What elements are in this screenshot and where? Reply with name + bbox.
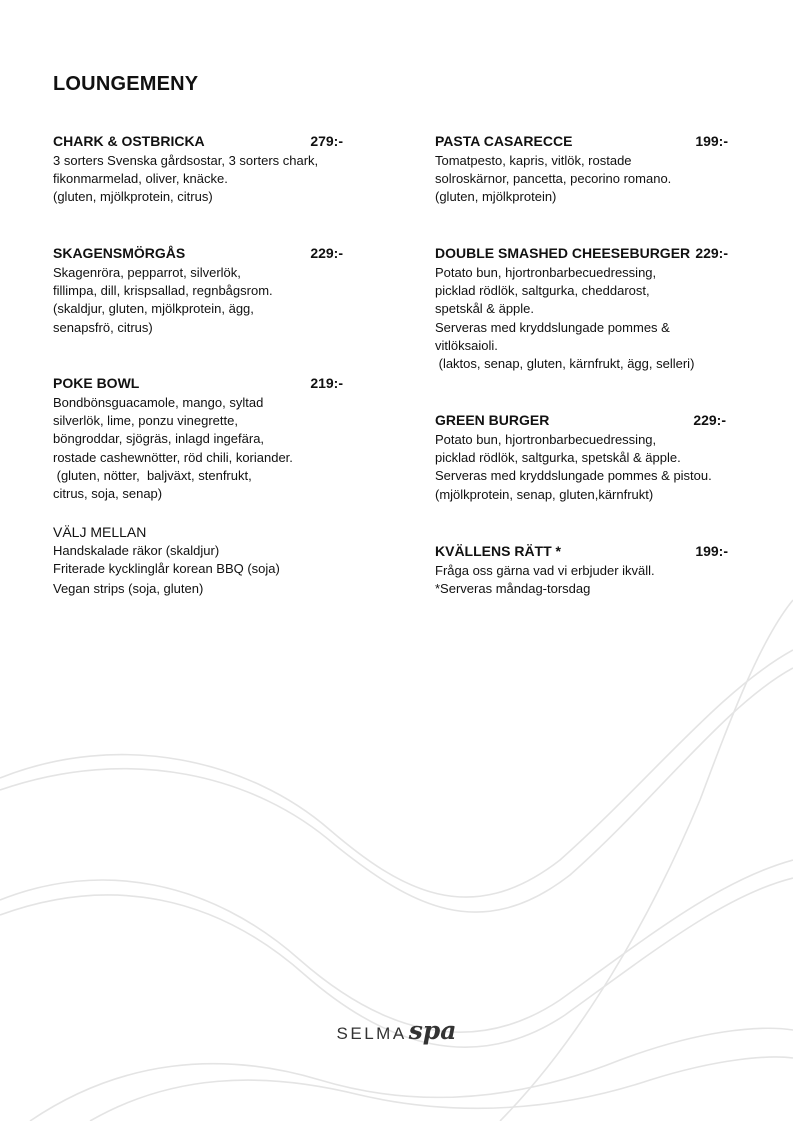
menu-item-chark-ostbricka [53,132,343,207]
menu-item-poke-bowl [53,374,343,503]
item-allergens: (mjölkprotein, senap, gluten,kärnfrukt) [435,486,654,502]
item-description-line: 3 sorters Svenska gårdsostar, 3 sorters chark, [53,153,319,168]
choose-option: Friterade kycklinglår korean BBQ (soja) [53,561,280,577]
item-description-line: spetskål & äpple. [435,301,535,317]
item-description-line: fikonmarmelad, oliver, knäcke. [53,171,228,187]
item-description-line: Skagenröra, pepparrot, silverlök, [53,265,241,280]
menu-item-green-burger [435,411,726,504]
item-description-line: Potato bun, hjortronbarbecuedressing, [435,432,657,447]
item-name: SKAGENSMÖRGÅS [53,245,186,261]
item-price: 279:- [310,133,343,149]
item-allergens: (gluten, mjölkprotein, citrus) [53,189,213,205]
menu-item-pasta-casarecce [435,132,728,207]
item-note: *Serveras måndag-torsdag [435,581,591,597]
item-price: 199:- [695,543,728,559]
item-price: 229:- [310,245,343,261]
item-name: PASTA CASARECCE [435,133,573,149]
selma-spa-logo [0,1016,793,1045]
menu-title: LOUNGEMENY [53,73,199,95]
menu-item-skagensmorgas [53,244,343,337]
item-allergens: citrus, soja, senap) [53,486,163,502]
item-description-line: Serveras med kryddslungade pommes & pistou. [435,468,712,484]
item-name: CHARK & OSTBRICKA [53,133,205,149]
item-price: 219:- [310,375,343,391]
choose-option: Vegan strips (soja, gluten) [53,581,204,597]
item-name: GREEN BURGER [435,412,550,428]
item-allergens: (skaldjur, gluten, mjölkprotein, ägg, [53,301,254,317]
item-description-line: böngroddar, sjögräs, inlagd ingefära, [53,431,265,447]
item-price: 229:- [693,412,726,428]
choose-title: VÄLJ MELLAN [53,524,147,540]
item-description-line: Serveras med kryddslungade pommes & [435,319,670,335]
item-description-line: Tomatpesto, kapris, vitlök, rostade [435,153,632,168]
item-allergens: (gluten, nötter, baljväxt, stenfrukt, [53,467,252,483]
item-name: KVÄLLENS RÄTT * [435,543,561,559]
menu-item-double-smashed-cheeseburger [435,244,728,373]
logo-word: SELMA [336,1024,407,1043]
item-allergens: (laktos, senap, gluten, kärnfrukt, ägg, selleri) [435,356,695,372]
item-description-line: fillimpa, dill, krispsallad, regnbågsrom. [53,283,273,299]
item-description-line: silverlök, lime, ponzu vinegrette, [53,413,238,429]
item-description-line: rostade cashewnötter, röd chili, koriander. [53,449,293,465]
item-description-line: vitlöksaioli. [435,337,498,353]
item-description-line: picklad rödlök, saltgurka, spetskål & äpple. [435,450,681,466]
item-description-line: Bondbönsguacamole, mango, syltad [53,395,264,410]
item-description-line: Fråga oss gärna vad vi erbjuder ikväll. [435,563,655,578]
menu-item-kvallens-ratt [435,542,728,598]
item-price: 229:- [695,245,728,261]
item-description-line: solroskärnor, pancetta, pecorino romano. [435,171,672,187]
item-description-line: Potato bun, hjortronbarbecuedressing, [435,265,657,280]
choose-section [53,523,343,599]
item-description-line: picklad rödlök, saltgurka, cheddarost, [435,283,650,299]
item-price: 199:- [695,133,728,149]
logo-script: spa [408,1016,457,1045]
choose-option: Handskalade räkor (skaldjur) [53,543,220,558]
item-allergens: (gluten, mjölkprotein) [435,189,557,205]
item-name: DOUBLE SMASHED CHEESEBURGER [435,245,691,261]
item-allergens: senapsfrö, citrus) [53,319,153,335]
item-name: POKE BOWL [53,375,140,391]
